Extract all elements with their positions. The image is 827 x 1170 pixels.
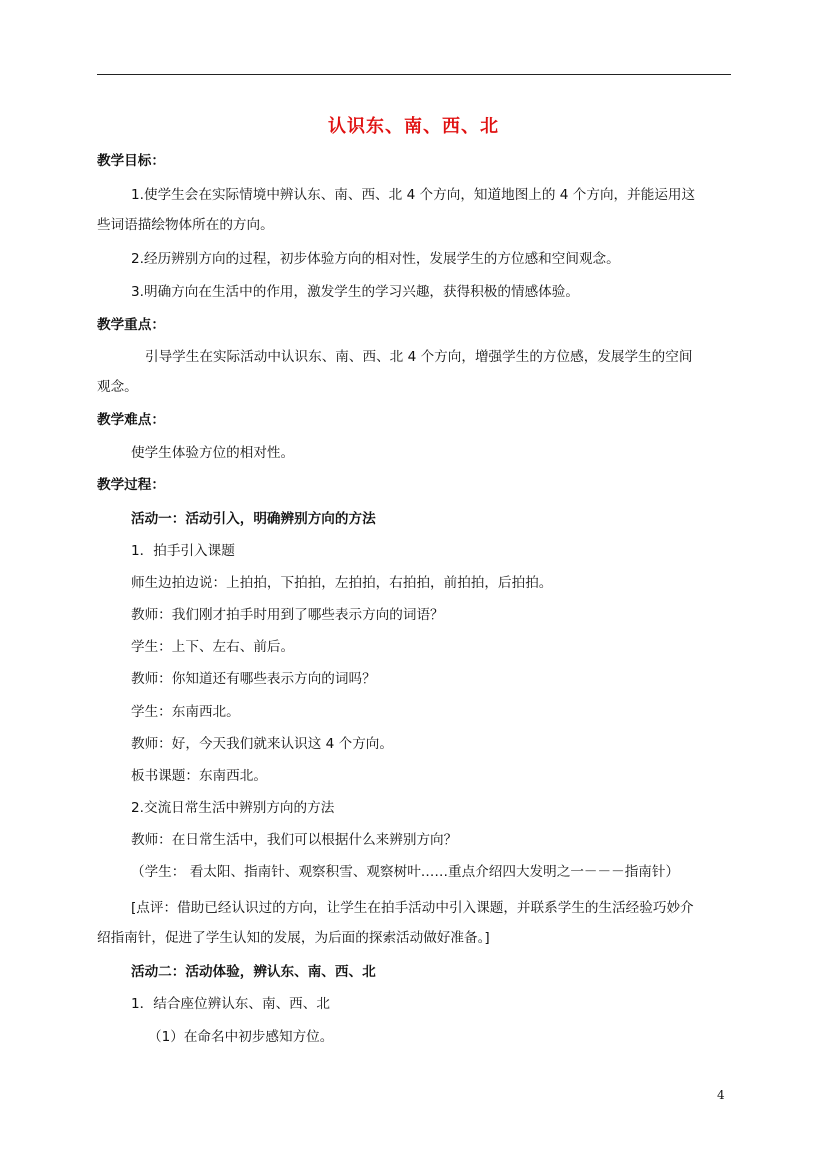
paragraph-line: 教师：在日常生活中，我们可以根据什么来辨别方向？: [131, 832, 458, 848]
paragraph-line: 学生：上下、左右、前后。: [131, 639, 295, 655]
heading-objectives: 教学目标：: [97, 153, 165, 169]
paragraph-line: 板书课题：东南西北。: [131, 768, 267, 784]
paragraph-line: 观念。: [97, 379, 138, 395]
paragraph-line: 教师：好，今天我们就来认识这 4 个方向。: [131, 736, 393, 752]
paragraph-line: 1.使学生会在实际情境中辨认东、南、西、北 4 个方向，知道地图上的 4 个方向，并能运用这: [131, 187, 696, 203]
paragraph-line: 教师：你知道还有哪些表示方向的词吗？: [131, 671, 376, 687]
paragraph-line: 3.明确方向在生活中的作用，激发学生的学习兴趣，获得积极的情感体验。: [131, 284, 579, 300]
paragraph-line: （1）在命名中初步感知方位。: [148, 1029, 334, 1045]
paragraph-line: 师生边拍边说：上拍拍，下拍拍，左拍拍，右拍拍，前拍拍，后拍拍。: [131, 575, 553, 591]
paragraph-line: 些词语描绘物体所在的方向。: [97, 217, 274, 233]
paragraph-line: 1．拍手引入课题: [131, 543, 235, 559]
paragraph-line: （学生： 看太阳、指南针、观察积雪、观察树叶……重点介绍四大发明之一－－－指南针）: [131, 864, 680, 880]
paragraph-line: 使学生体验方位的相对性。: [131, 445, 295, 461]
comment-line: [点评：借助已经认识过的方向，让学生在拍手活动中引入课题，并联系学生的生活经验巧妙介: [131, 900, 694, 916]
paragraph-line: 2.经历辨别方向的过程，初步体验方向的相对性，发展学生的方位感和空间观念。: [131, 251, 620, 267]
document-title: 认识东、南、西、北: [328, 116, 499, 137]
header-rule: [97, 74, 731, 75]
paragraph-line: 学生：东南西北。: [131, 704, 240, 720]
heading-activity-one: 活动一：活动引入，明确辨别方向的方法: [131, 511, 376, 527]
page-number: 4: [717, 1088, 725, 1102]
comment-line: 绍指南针，促进了学生认知的发展，为后面的探索活动做好准备。]: [97, 930, 490, 946]
paragraph-line: 2.交流日常生活中辨别方向的方法: [131, 800, 335, 816]
paragraph-line: 引导学生在实际活动中认识东、南、西、北 4 个方向，增强学生的方位感，发展学生的空间: [145, 349, 693, 365]
heading-key-points: 教学重点：: [97, 317, 165, 333]
heading-process: 教学过程：: [97, 477, 165, 493]
heading-difficulties: 教学难点：: [97, 412, 165, 428]
paragraph-line: 教师：我们刚才拍手时用到了哪些表示方向的词语？: [131, 607, 444, 623]
paragraph-line: 1．结合座位辨认东、南、西、北: [131, 996, 330, 1012]
heading-activity-two: 活动二：活动体验，辨认东、南、西、北: [131, 964, 376, 980]
